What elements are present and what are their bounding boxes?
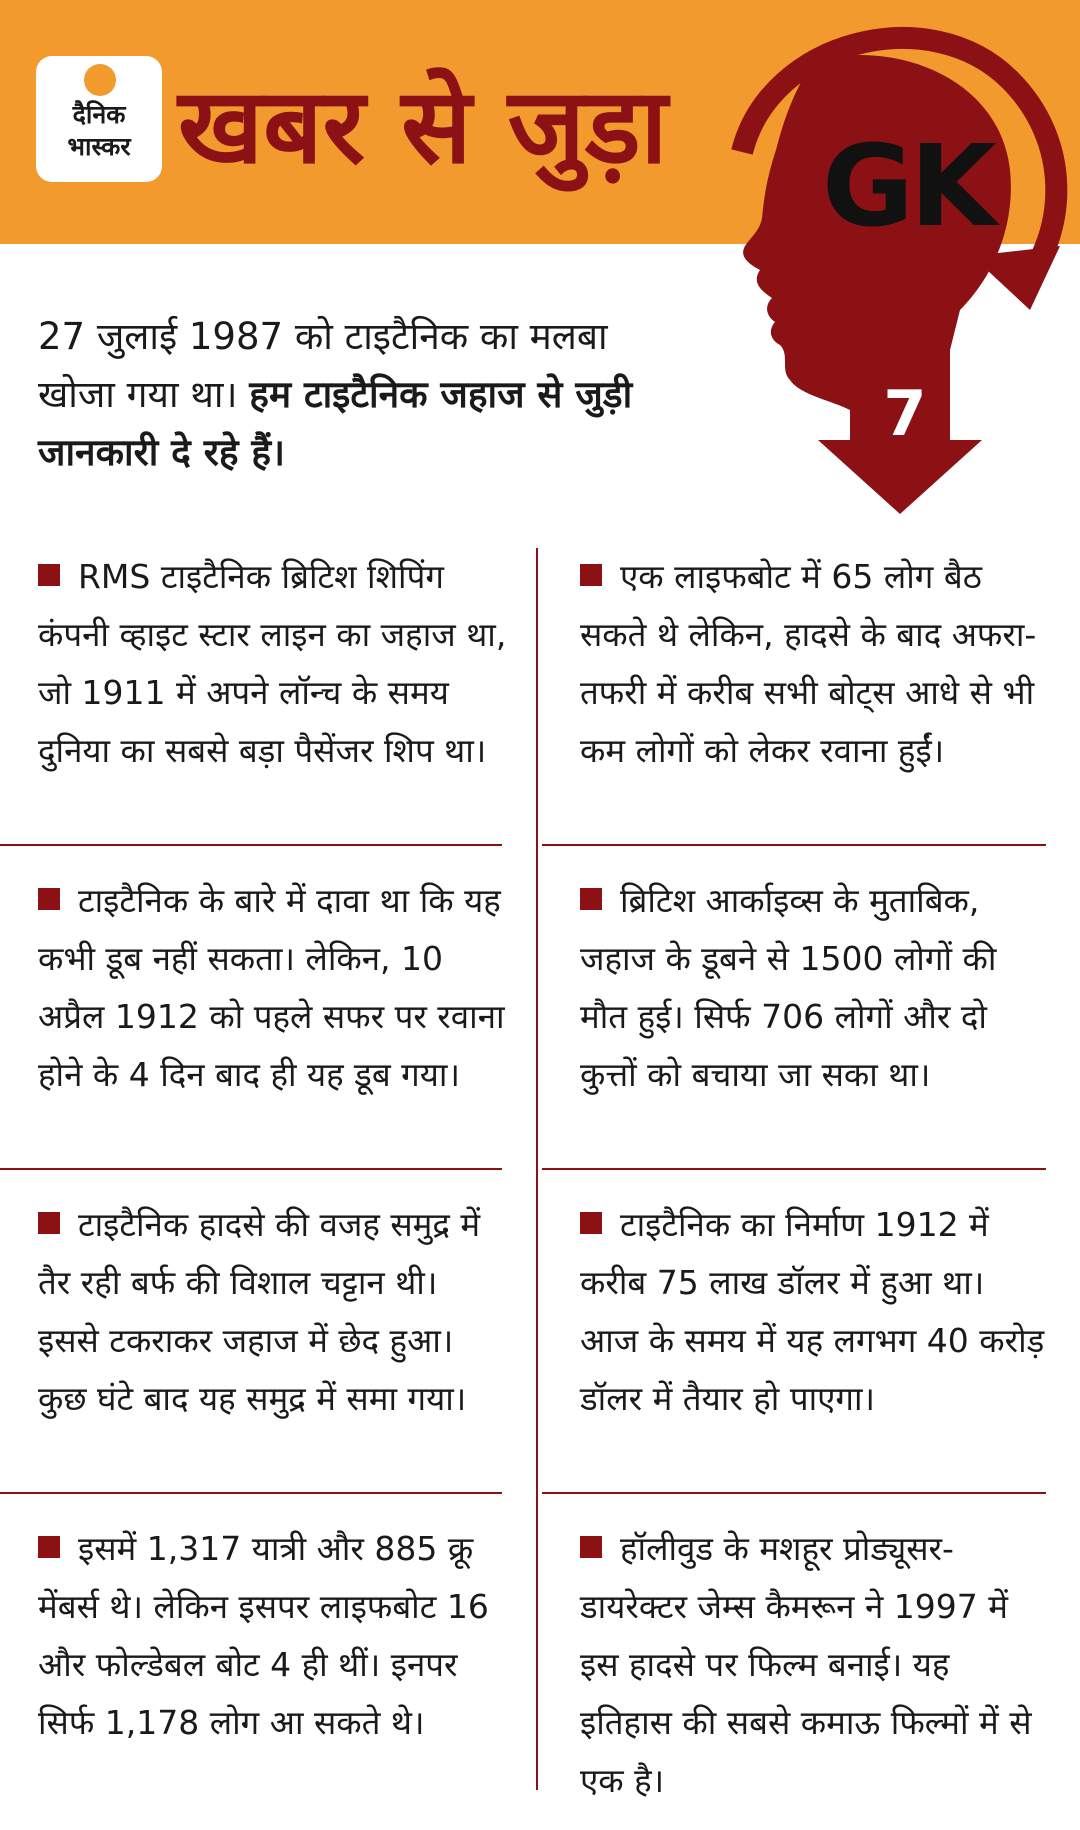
fact-text: इसमें 1,317 यात्री और 885 क्रू मेंबर्स थे। लेकिन इसपर लाइफबोट 16 और फोल्डेबल बोट 4 ही थीं। इनपर सिर्फ 1,178 लोग आ सकते थे। <box>38 1529 489 1742</box>
fact-text: टाइटैनिक हादसे की वजह समुद्र में तैर रही बर्फ की विशाल चट्टान थी। इससे टकराकर जहाज में छेद हुआ। कुछ घंटे बाद यह समुद्र में समा गया। <box>38 1205 481 1418</box>
fact-item <box>38 872 508 1104</box>
fact-item <box>38 548 508 780</box>
gk-number: 7 <box>883 377 927 450</box>
bullet-square-icon <box>580 1212 602 1234</box>
row-divider-right-2 <box>542 1168 1046 1170</box>
gk-label: GK <box>822 122 993 252</box>
row-divider-left-2 <box>0 1168 502 1170</box>
fact-text: ब्रिटिश आर्काइव्स के मुताबिक, जहाज के डूबने से 1500 लोगों की मौत हुई। सिर्फ 706 लोगों और दो कुत्तों को बचाया जा सका था। <box>580 881 997 1094</box>
row-divider-right-1 <box>542 844 1046 846</box>
fact-item <box>38 1196 508 1428</box>
fact-item <box>580 872 1050 1104</box>
row-divider-right-3 <box>542 1492 1046 1494</box>
fact-text: RMS टाइटैनिक ब्रिटिश शिपिंग कंपनी व्हाइट स्टार लाइन का जहाज था, जो 1911 में अपने लॉन्च के समय दुनिया का सबसे बड़ा पैसेंजर शिप था। <box>38 557 507 770</box>
column-divider <box>536 548 538 1790</box>
intro-text <box>38 308 678 482</box>
logo-line-1: दैनिक <box>72 100 126 129</box>
fact-item <box>580 1520 1050 1810</box>
bullet-square-icon <box>38 888 60 910</box>
row-divider-left-1 <box>0 844 502 846</box>
row-divider-left-3 <box>0 1492 502 1494</box>
fact-text: टाइटैनिक का निर्माण 1912 में करीब 75 लाख डॉलर में हुआ था। आज के समय में यह लगभग 40 करोड़ डॉलर में तैयार हो पाएगा। <box>580 1205 1045 1418</box>
bullet-square-icon <box>38 564 60 586</box>
bullet-square-icon <box>580 564 602 586</box>
logo-line-2: भास्कर <box>67 132 131 161</box>
fact-text: हॉलीवुड के मशहूर प्रोड्यूसर-डायरेक्टर जेम्स कैमरून ने 1997 में इस हादसे पर फिल्म बनाई। यह इतिहास की सबसे कमाऊ फिल्मों में से एक है। <box>580 1529 1032 1800</box>
intro-bold: हम टाइटैनिक जहाज से जुड़ी जानकारी दे रहे हैं। <box>38 373 633 474</box>
intro-normal: 27 जुलाई 1987 को टाइटैनिक का मलबा खोजा गया था। <box>38 315 608 416</box>
bullet-square-icon <box>580 1536 602 1558</box>
bullet-square-icon <box>580 888 602 910</box>
fact-item <box>38 1520 508 1752</box>
bullet-square-icon <box>38 1536 60 1558</box>
fact-text: टाइटैनिक के बारे में दावा था कि यह कभी डूब नहीं सकता। लेकिन, 10 अप्रैल 1912 को पहले सफर पर रवाना होने के 4 दिन बाद ही यह डूब गया। <box>38 881 505 1094</box>
fact-text: एक लाइफबोट में 65 लोग बैठ सकते थे लेकिन, हादसे के बाद अफरा-तफरी में करीब सभी बोट्स आधे से भी कम लोगों को लेकर रवाना हुईं। <box>580 557 1037 770</box>
fact-item <box>580 1196 1050 1428</box>
fact-item <box>580 548 1050 780</box>
bullet-square-icon <box>38 1212 60 1234</box>
page-title: खबर से जुड़ा <box>178 65 668 187</box>
